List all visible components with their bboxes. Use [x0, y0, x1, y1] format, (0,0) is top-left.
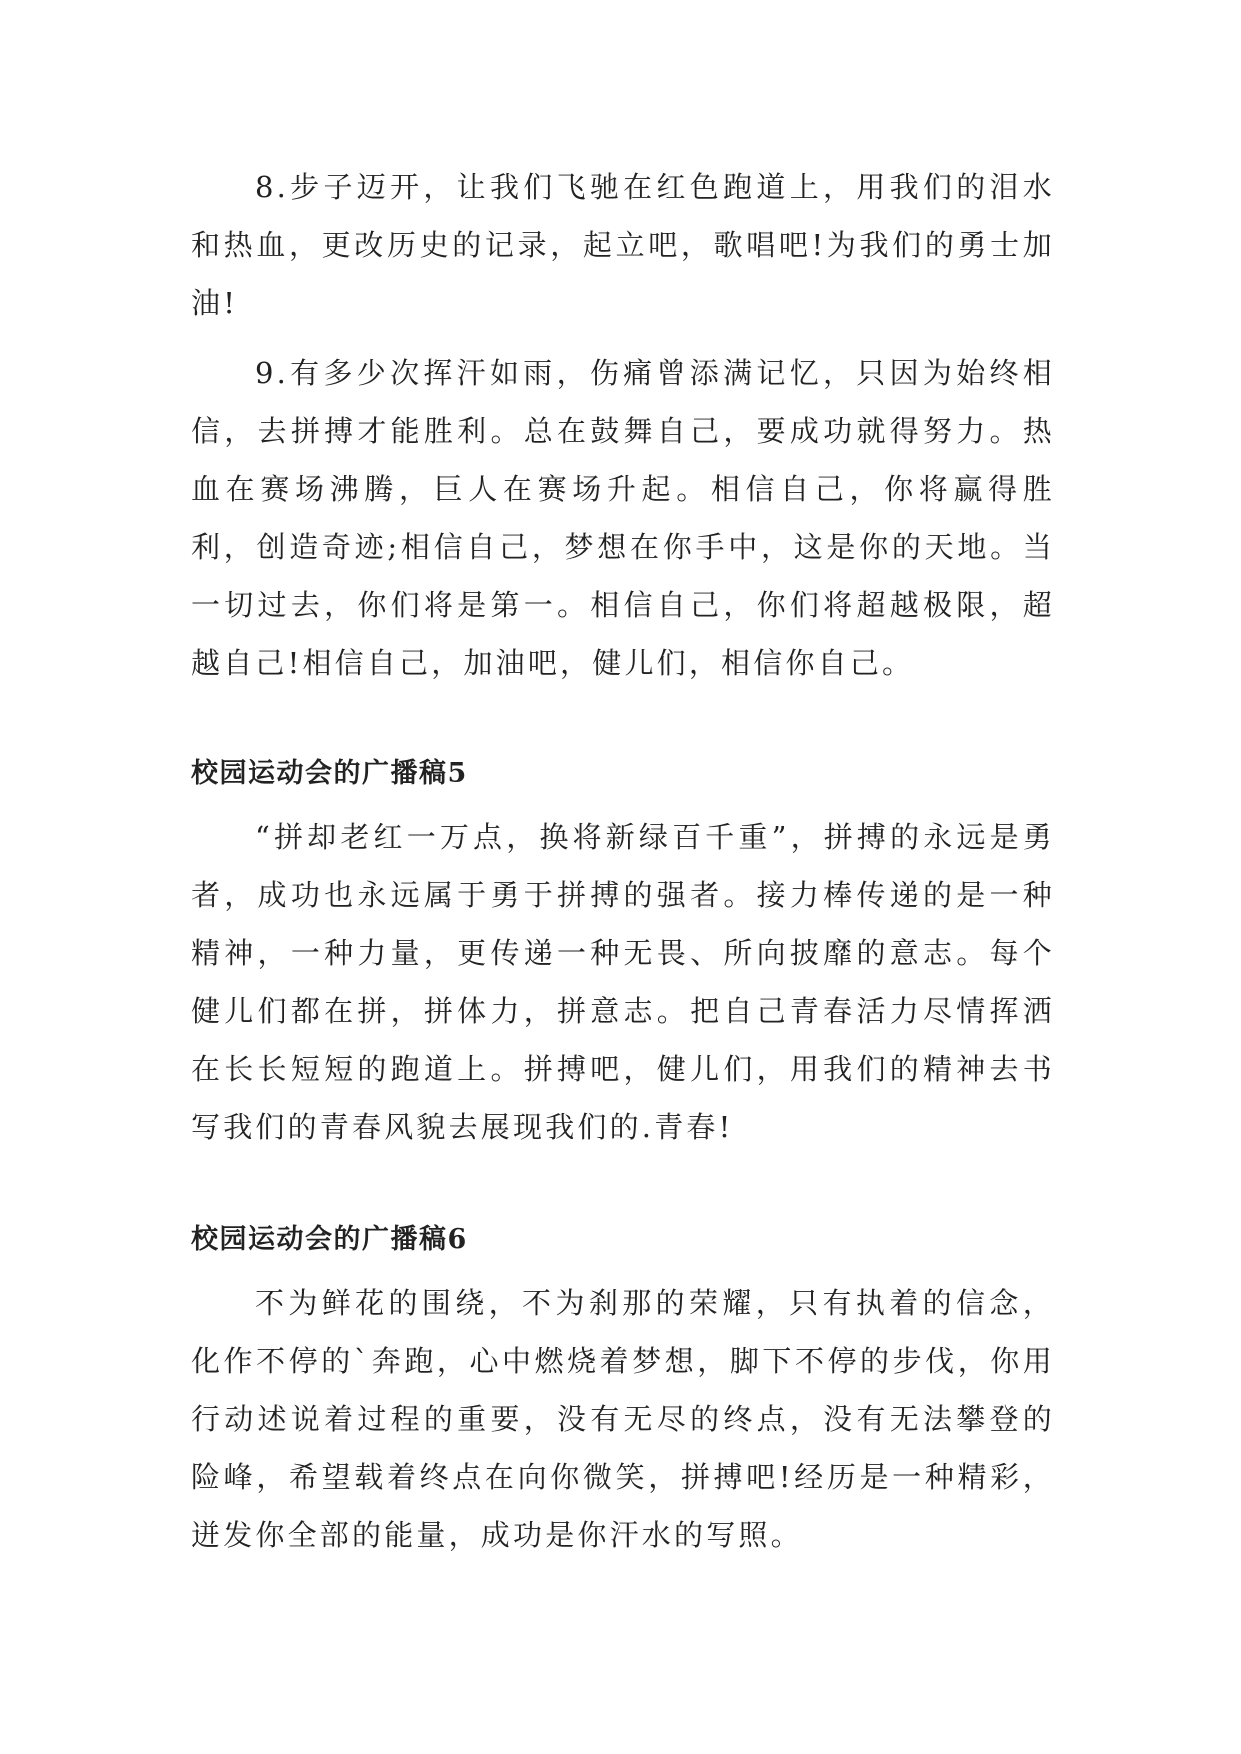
section-6-body: 不为鲜花的围绕，不为刹那的荣耀，只有执着的信念，化作不停的`奔跑，心中燃烧着梦想，脚下不停的步伐，你用行动述说着过程的重要，没有无尽的终点，没有无法攀登的险峰，希望载着终点在向你微笑，拼搏吧!经历是一种精彩，迸发你全部的能量，成功是你汗水的写照。 [191, 1286, 1055, 1552]
section-5-heading: 校园运动会的广播稿5 [191, 758, 468, 789]
paragraph-9: 9.有多少次挥汗如雨，伤痛曾添满记忆，只因为始终相信，去拼搏才能胜利。总在鼓舞自己，要成功就得努力。热血在赛场沸腾，巨人在赛场升起。相信自己，你将赢得胜利，创造奇迹;相信自己，梦想在你手中，这是你的天地。当一切过去，你们将是第一。相信自己，你们将超越极限，超越自己!相信自己，加油吧，健儿们，相信你自己。 [191, 356, 1055, 680]
section-6-heading: 校园运动会的广播稿6 [191, 1224, 468, 1255]
section-5-body: “拼却老红一万点，换将新绿百千重”，拼搏的永远是勇者，成功也永远属于勇于拼搏的强者。接力棒传递的是一种精神，一种力量，更传递一种无畏、所向披靡的意志。每个健儿们都在拼，拼体力，拼意志。把自己青春活力尽情挥洒在长长短短的跑道上。拼搏吧，健儿们，用我们的精神去书写我们的青春风貌去展现我们的.青春! [191, 820, 1055, 1144]
paragraph-8: 8.步子迈开，让我们飞驰在红色跑道上，用我们的泪水和热血，更改历史的记录，起立吧，歌唱吧!为我们的勇士加油! [191, 170, 1055, 320]
